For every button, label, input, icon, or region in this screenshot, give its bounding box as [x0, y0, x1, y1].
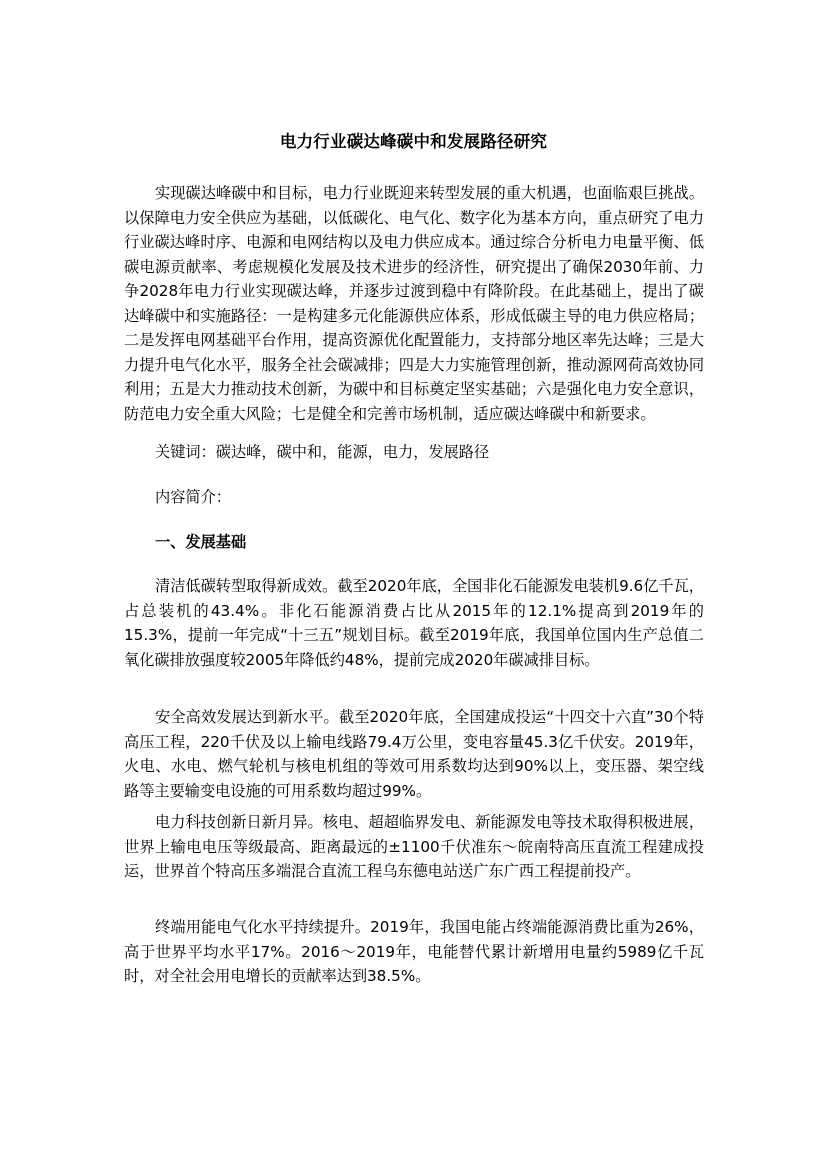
body-paragraph-clean-energy: 清洁低碳转型取得新成效。截至2020年底，全国非化石能源发电装机9.6亿千瓦，占总装机的43.4%。非化石能源消费占比从2015年的12.1%提高到2019年的15.3%，提前一年完成“十三五”规划目标。截至2019年底，我国单位国内生产总值二氧化碳排放强度较2005年降低约48%，提前完成2020年碳减排目标。	[124, 577, 704, 669]
section-heading: 一、发展基础	[155, 533, 247, 551]
keywords-line: 关键词：碳达峰，碳中和，能源，电力，发展路径	[155, 443, 490, 461]
document-title: 电力行业碳达峰碳中和发展路径研究	[279, 132, 548, 151]
body-paragraph-safety: 安全高效发展达到新水平。截至2020年底，全国建成投运“十四交十六直”30个特高压工程，220千伏及以上输电线路79.4万公里，变电容量45.3亿千伏安。2019年，火电、水电、燃气轮机与核电机组的等效可用系数均达到90%以上，变压器、架空线路等主要输变电设施的可用系数均超过99%。	[124, 708, 704, 800]
intro-label: 内容简介：	[155, 488, 231, 506]
body-paragraph-electrification: 终端用能电气化水平持续提升。2019年，我国电能占终端能源消费比重为26%，高于世界平均水平17%。2016～2019年，电能替代累计新增用电量约5989亿千瓦时，对全社会用电增长的贡献率达到38.5%。	[124, 918, 704, 985]
abstract-paragraph: 实现碳达峰碳中和目标，电力行业既迎来转型发展的重大机遇，也面临艰巨挑战。以保障电力安全供应为基础，以低碳化、电气化、数字化为基本方向，重点研究了电力行业碳达峰时序、电源和电网结构以及电力供应成本。通过综合分析电力电量平衡、低碳电源贡献率、考虑规模化发展及技术进步的经济性，研究提出了确保2030年前、力争2028年电力行业实现碳达峰，并逐步过渡到稳中有降阶段。在此基础上，提出了碳达峰碳中和实施路径：一是构建多元化能源供应体系，形成低碳主导的电力供应格局；二是发挥电网基础平台作用，提高资源优化配置能力，支持部分地区率先达峰；三是大力提升电气化水平，服务全社会碳减排；四是大力实施管理创新，推动源网荷高效协同利用；五是大力推动技术创新，为碳中和目标奠定坚实基础；六是强化电力安全意识，防范电力安全重大风险；七是健全和完善市场机制，适应碳达峰碳中和新要求。	[124, 184, 704, 423]
body-paragraph-innovation: 电力科技创新日新月异。核电、超超临界发电、新能源发电等技术取得积极进展，世界上输电电压等级最高、距离最远的±1100千伏准东～皖南特高压直流工程建成投运，世界首个特高压多端混合直流工程乌东德电站送广东广西工程提前投产。	[124, 813, 704, 880]
